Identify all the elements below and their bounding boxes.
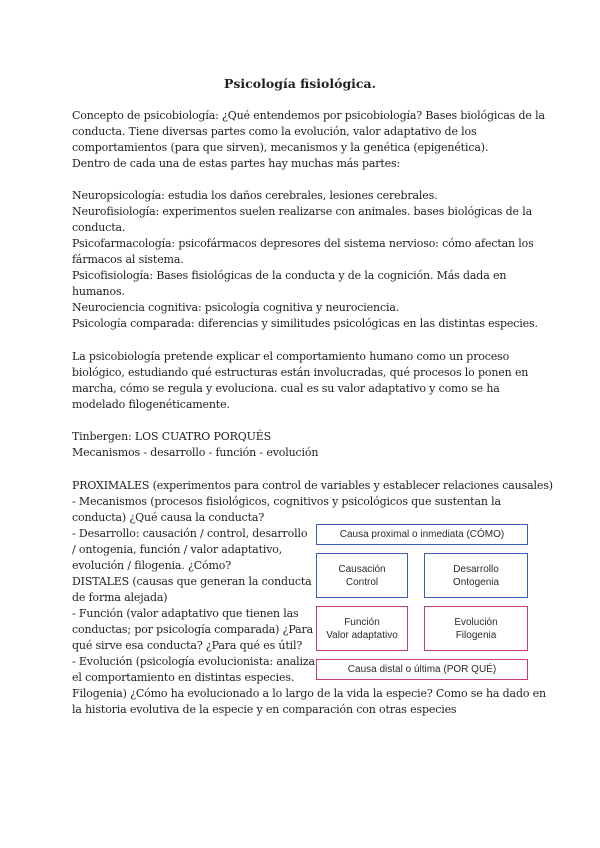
development-box xyxy=(424,553,528,598)
paragraph-line: Dentro de cada una de estas partes hay muchas más partes: xyxy=(72,157,401,170)
paragraph-line: Psicofarmacología: psicofármacos depresores del sistema nervioso: cómo afectan los xyxy=(72,237,534,250)
evolution-box xyxy=(424,606,528,651)
paragraph-line: comportamientos (para que sirven), mecanismos y la genética (epigenética). xyxy=(72,141,489,154)
ontogeny-label: Ontogenia xyxy=(452,576,500,588)
paragraph-line: la historia evolutiva de la especie y en comparación con otras especies xyxy=(72,703,457,716)
paragraph-line: conductas; por psicología comparada) ¿Para xyxy=(72,623,314,636)
paragraph-line: La psicobiología pretende explicar el comportamiento humano como un proceso xyxy=(72,350,510,363)
function-label: Función xyxy=(344,616,380,628)
paragraph-line: evolución / filogenia. ¿Cómo? xyxy=(72,559,232,572)
development-label: Desarrollo xyxy=(453,563,499,575)
paragraph-line: Psicología comparada: diferencias y similitudes psicológicas en las distintas especies. xyxy=(72,317,538,330)
paragraph-line: qué sirve esa conducta? ¿Para qué es útil? xyxy=(72,639,303,652)
paragraph-line: el comportamiento en distintas especies. xyxy=(72,671,295,684)
paragraph-line: - Mecanismos (procesos fisiológicos, cognitivos y psicológicos que sustentan la xyxy=(72,495,501,508)
function-box xyxy=(316,606,408,651)
page-title: Psicología fisiológica. xyxy=(223,76,376,91)
evolution-label: Evolución xyxy=(454,616,498,628)
paragraph-line: marcha, cómo se regula y evoluciona. cual es su valor adaptativo y como se ha xyxy=(72,382,500,395)
phylogeny-label: Filogenia xyxy=(455,629,497,641)
paragraph-line: Neurociencia cognitiva: psicología cognitiva y neurociencia. xyxy=(72,301,400,314)
paragraph-line: conducta. xyxy=(72,221,126,234)
paragraph-line: Tinbergen: LOS CUATRO PORQUÉS xyxy=(72,430,271,443)
paragraph-line: fármacos al sistema. xyxy=(72,253,184,266)
paragraph-line: - Desarrollo: causación / control, desarrollo xyxy=(72,527,308,540)
paragraph-line: DISTALES (causas que generan la conducta xyxy=(72,575,312,588)
paragraph-line: Neuropsicología: estudia los daños cerebrales, lesiones cerebrales. xyxy=(72,189,438,202)
paragraph-line: conducta) ¿Qué causa la conducta? xyxy=(72,511,265,524)
distal-cause-box xyxy=(316,659,528,680)
paragraph-line: PROXIMALES (experimentos para control de variables y establecer relaciones causales) xyxy=(72,479,553,492)
paragraph-line: Psicofisiología: Bases fisiológicas de la conducta y de la cognición. Más dada en xyxy=(72,269,507,282)
proximal-cause-label: Causa proximal o inmediata (CÓMO) xyxy=(339,529,505,540)
paragraph-line: Filogenia) ¿Cómo ha evolucionado a lo largo de la vida la especie? Como se ha dado en xyxy=(72,687,546,700)
paragraph-line: - Función (valor adaptativo que tienen las xyxy=(72,607,299,620)
paragraph-line: - Evolución (psicología evolucionista: analiza xyxy=(72,655,315,668)
proximal-cause-box xyxy=(316,524,528,545)
causation-label: Causación xyxy=(338,563,386,575)
paragraph-line: Mecanismos - desarrollo - función - evolución xyxy=(72,446,319,459)
paragraph-line: conducta. Tiene diversas partes como la evolución, valor adaptativo de los xyxy=(72,125,477,138)
paragraph-line: humanos. xyxy=(72,285,125,298)
paragraph-line: / ontogenia, función / valor adaptativo, xyxy=(72,543,283,556)
paragraph-line: Neurofisiología: experimentos suelen realizarse con animales. bases biológicas de la xyxy=(72,205,533,218)
paragraph-line: Concepto de psicobiología: ¿Qué entendemos por psicobiología? Bases biológicas de la xyxy=(72,109,545,122)
control-label: Control xyxy=(345,576,379,588)
distal-cause-label: Causa distal o última (POR QUÉ) xyxy=(347,664,497,675)
paragraph-line: de forma alejada) xyxy=(72,591,168,604)
paragraph-line: biológico, estudiando qué estructuras están involucradas, qué procesos lo ponen en xyxy=(72,366,529,379)
causation-box xyxy=(316,553,408,598)
paragraph-line: modelado filogenéticamente. xyxy=(72,398,230,411)
adaptive-value-label: Valor adaptativo xyxy=(326,629,398,641)
